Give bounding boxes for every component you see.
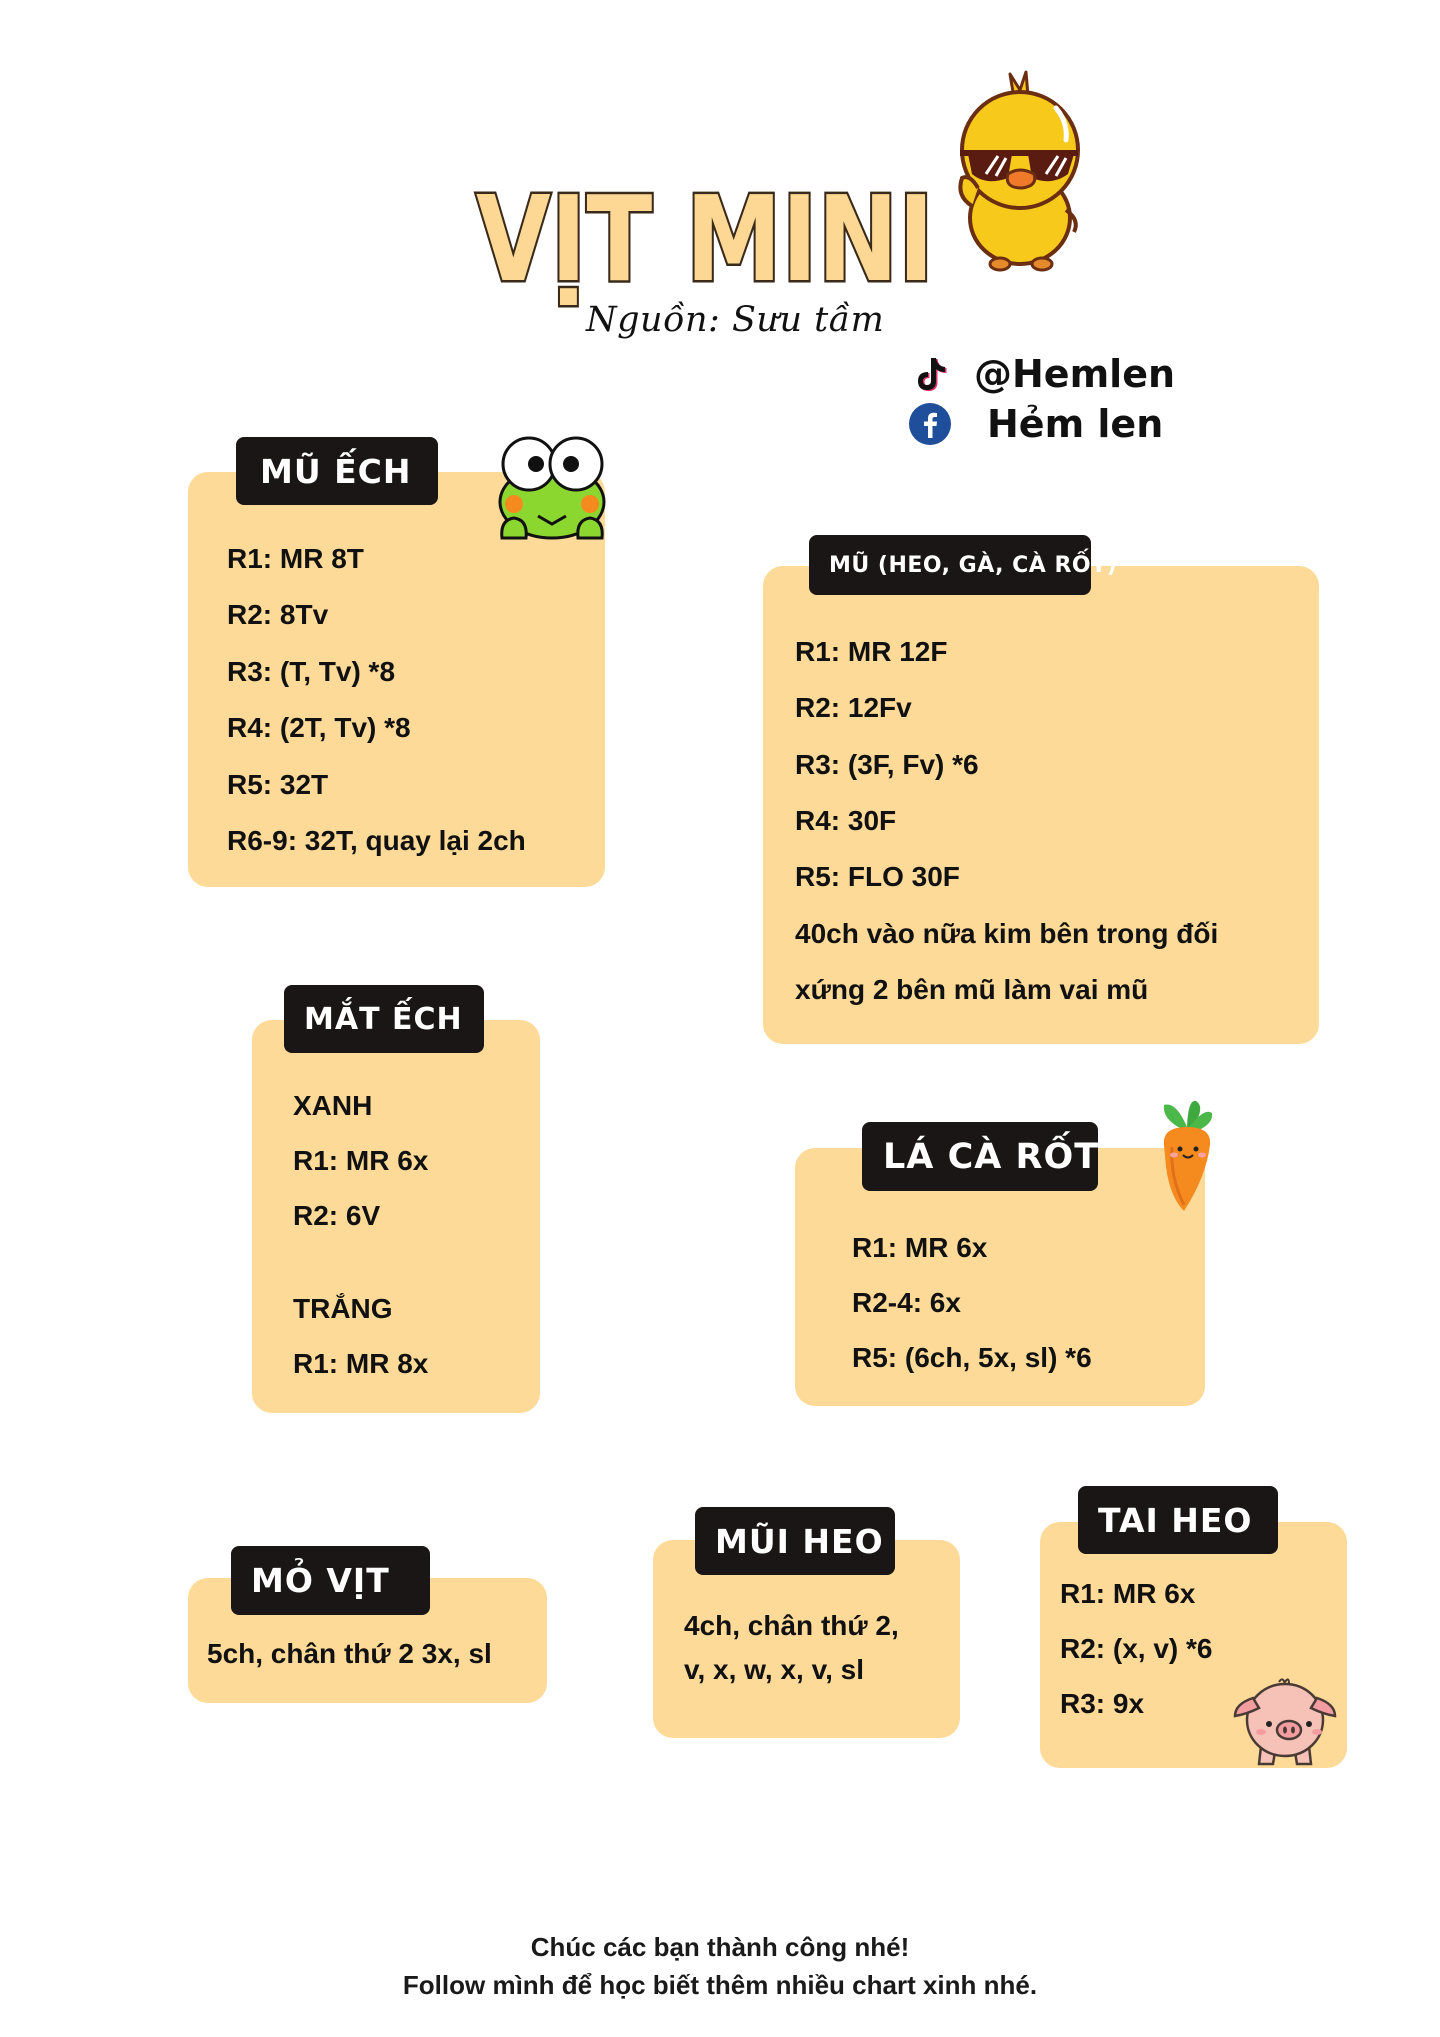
pattern-line: R5: FLO 30F — [795, 861, 960, 892]
page-title — [470, 165, 940, 308]
title-graphic — [470, 165, 940, 308]
pattern-line: R6-9: 32T, quay lại 2ch — [227, 825, 526, 856]
pattern-line: R2: 6V — [293, 1200, 381, 1231]
footer-follow: Follow mình để học biết thêm nhiều chart xinh nhé. — [402, 1970, 1038, 2000]
pattern-line: R4: (2T, Tv) *8 — [227, 712, 411, 743]
tab-mat-ech: MẮT ẾCH — [284, 985, 484, 1053]
pattern-line: R2: (x, v) *6 — [1060, 1633, 1213, 1664]
pattern-line: R3: 9x — [1060, 1688, 1145, 1719]
pattern-line: R1: MR 12F — [795, 636, 948, 667]
pattern-line: R1: MR 6x — [1060, 1578, 1196, 1609]
tab-la-ca-rot: LÁ CÀ RỐT — [862, 1122, 1098, 1191]
tab-mu-heo-ga-ca-rot: MŨ (HEO, GÀ, CÀ RỐT) — [809, 535, 1091, 595]
pattern-line: R5: 32T — [227, 769, 329, 800]
pattern-line: R3: (3F, Fv) *6 — [795, 749, 979, 780]
pattern-line: 5ch, chân thứ 2 3x, sl — [207, 1638, 492, 1669]
pattern-line: R2-4: 6x — [852, 1287, 961, 1318]
tab-tai-heo: TAI HEO — [1078, 1486, 1278, 1554]
pattern-line: R1: MR 8T — [227, 543, 364, 574]
pattern-line: R5: (6ch, 5x, sl) *6 — [852, 1342, 1092, 1373]
pattern-line: v, x, w, x, v, sl — [684, 1654, 865, 1685]
facebook-handle[interactable] — [908, 402, 1163, 446]
duck-sunglasses-icon — [952, 70, 1084, 275]
tiktok-handle[interactable] — [912, 352, 1175, 396]
tab-mu-ech: MŨ ẾCH — [236, 437, 438, 505]
frog-icon — [496, 434, 608, 542]
footer-wish: Chúc các bạn thành công nhé! — [530, 1932, 910, 1962]
tiktok-icon — [912, 354, 948, 394]
carrot-icon — [1158, 1097, 1216, 1213]
pattern-line: R3: (T, Tv) *8 — [227, 656, 396, 687]
tab-mui-heo: MŨI HEO — [695, 1507, 895, 1575]
pattern-line: R1: MR 6x — [293, 1145, 429, 1176]
pig-icon — [1233, 1668, 1337, 1768]
pattern-line: xứng 2 bên mũ làm vai mũ — [795, 974, 1149, 1005]
tiktok-handle-text: @Hemlen — [974, 352, 1176, 396]
facebook-handle-text: Hẻm len — [987, 402, 1164, 446]
pattern-line: R1: MR 8x — [293, 1348, 429, 1379]
tab-mo-vit: MỎ VỊT — [231, 1546, 430, 1615]
source-subtitle: Nguồn: Sưu tầm — [586, 300, 885, 340]
pattern-line: 40ch vào nữa kim bên trong đối — [795, 918, 1219, 949]
pattern-line: R4: 30F — [795, 805, 897, 836]
facebook-icon — [908, 402, 952, 446]
pattern-line: XANH — [293, 1090, 373, 1121]
pattern-line: R2: 8Tv — [227, 599, 329, 630]
pattern-line: R1: MR 6x — [852, 1232, 988, 1263]
pattern-line: TRẮNG — [293, 1293, 393, 1324]
title-text: VỊT MINI — [476, 170, 934, 308]
pattern-line: 4ch, chân thứ 2, — [684, 1610, 899, 1641]
pattern-line: R2: 12Fv — [795, 692, 912, 723]
